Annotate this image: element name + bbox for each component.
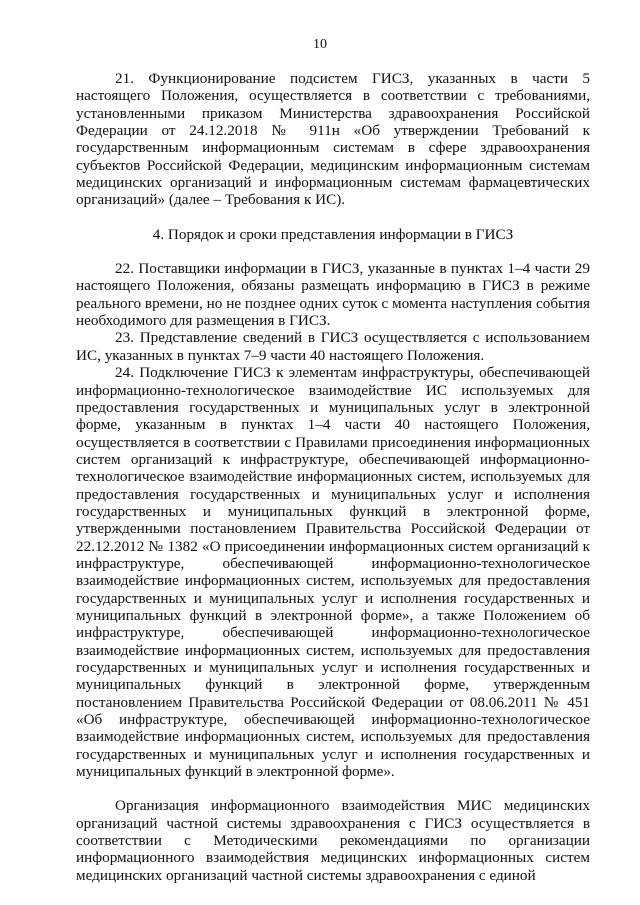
page-number: 10 [313, 37, 327, 52]
paragraph-organization: Организация информационного взаимодействия МИС медицинских организаций частной системы здравоохранения с ГИСЗ осуществляется в соответствии с Методическими рекомендациями по организации информационного взаимодействия медицинских информационных систем медицинских организаций частной системы здравоохранения с единой [76, 797, 590, 884]
paragraph-24: 24. Подключение ГИСЗ к элементам инфраструктуры, обеспечивающей информационно-технологическое взаимодействие ИС используемых для предоставления государственных и муниципальных услуг в электронной форме, указанным в пунктах 1–4 части 40 настоящего Положения, осуществляется в соответствии с Правилами присоединения информационных систем организаций к инфраструктуре, обеспечивающей информационно-технологическое взаимодействие информационных систем, используемых для предоставления государственных и муниципальных услуг и исполнения государственных и муниципальных функций в электронной форме, утвержденными постановлением Правительства Российской Федерации от 22.12.2012 № 1382 «О присоединении информационных систем организаций к инфраструктуре, обеспечивающей информационно-технологическое взаимодействие информационных систем, используемых для предоставления государственных и муниципальных услуг и исполнения государственных и муниципальных функций в электронной форме», а также Положением об инфраструктуре, обеспечивающей информационно-технологическое взаимодействие информационных систем, используемых для предоставления государственных и муниципальных услуг и исполнения государственных и муниципальных функций в электронной форме, утвержденным постановлением Правительства Российской Федерации от 08.06.2011 № 451 «Об инфраструктуре, обеспечивающей информационно-технологическое взаимодействие информационных систем, используемых для предоставления государственных и муниципальных услуг и исполнения государственных и муниципальных функций в электронной форме». [76, 364, 590, 781]
paragraph-21: 21. Функционирование подсистем ГИСЗ, указанных в части 5 настоящего Положения, осуществляется в соответствии с требованиями, установленными приказом Министерства здравоохранения Российской Федерации от 24.12.2018 № 911н «Об утверждении Требований к государственным информационным системам в сфере здравоохранения субъектов Российской Федерации, медицинским информационным системам медицинских организаций и информационным системам фармацевтических организаций» (далее – Требования к ИС). [76, 70, 590, 209]
document-body [76, 70, 590, 884]
paragraph-23: 23. Представление сведений в ГИСЗ осуществляется с использованием ИС, указанных в пунктах 7–9 части 40 настоящего Положения. [76, 329, 590, 364]
section-heading: 4. Порядок и сроки представления информации в ГИСЗ [152, 225, 514, 243]
paragraph-22: 22. Поставщики информации в ГИСЗ, указанные в пунктах 1–4 части 29 настоящего Положения, обязаны размещать информацию в ГИСЗ в режиме реального времени, но не позднее одних суток с момента наступления события необходимого для размещения в ГИСЗ. [76, 260, 590, 330]
